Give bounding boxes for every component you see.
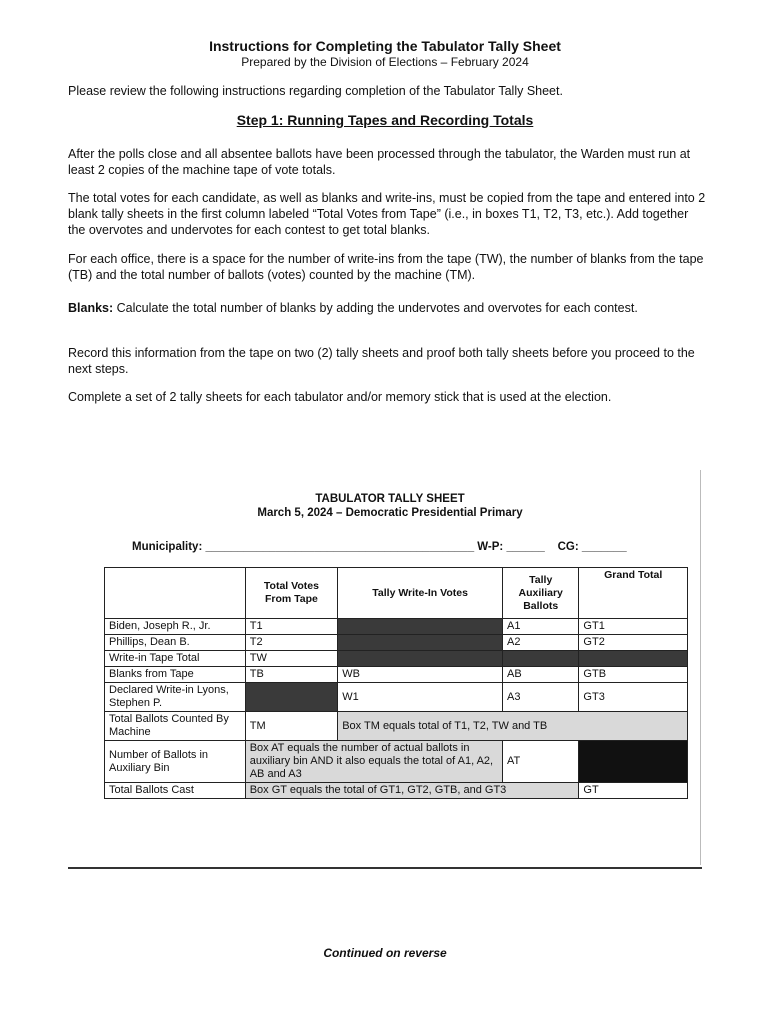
document-title: Instructions for Completing the Tabulator Tally Sheet — [209, 38, 561, 54]
step1-paragraph-blanks — [68, 300, 708, 316]
intro-paragraph: Please review the following instructions regarding completion of the Tabulator Tally Sheet. — [68, 84, 563, 98]
cell-tm[interactable]: TM — [245, 712, 337, 741]
cell-t2[interactable]: T2 — [245, 635, 337, 651]
cell-ab[interactable]: AB — [503, 667, 579, 683]
row-label: Biden, Joseph R., Jr. — [105, 619, 246, 635]
cell-shaded — [503, 651, 579, 667]
step1-heading: Step 1: Running Tapes and Recording Totals — [236, 112, 534, 128]
cell-a3[interactable]: A3 — [503, 683, 579, 712]
row-label: Total Ballots Counted By Machine — [105, 712, 246, 741]
cell-gt3[interactable]: GT3 — [579, 683, 688, 712]
cell-at[interactable]: AT — [503, 741, 579, 783]
tally-table — [104, 567, 688, 799]
cell-shaded — [338, 651, 503, 667]
cell-wb[interactable]: WB — [338, 667, 503, 683]
table-row — [105, 651, 688, 667]
header-grand-total: Grand Total — [579, 568, 688, 619]
blanks-text: Calculate the total number of blanks by adding the undervotes and overvotes for each contest. — [116, 301, 638, 315]
sheet-right-border — [700, 470, 701, 865]
row-label: Total Ballots Cast — [105, 783, 246, 799]
row-label: Number of Ballots in Auxiliary Bin — [105, 741, 246, 783]
header-total-votes: Total Votes From Tape — [245, 568, 337, 619]
step1-paragraph-1: After the polls close and all absentee ballots have been processed through the tabulator, the Warden must run at least 2 copies of the machine tape of vote totals. — [68, 147, 691, 177]
table-row — [105, 635, 688, 651]
tally-sheet-heading: TABULATOR TALLY SHEET — [315, 493, 465, 505]
cell-shaded — [338, 635, 503, 651]
document-subtitle: Prepared by the Division of Elections – February 2024 — [241, 55, 529, 69]
step1-paragraph-2: The total votes for each candidate, as well as blanks and write-ins, must be copied from the tape and entered into 2 blank tally sheets in the first column labeled “Total Votes from Tape” (i.e., in boxes T1, T2, T3, etc.). Add together the overvotes and undervotes for each contest to get total blanks. — [68, 191, 706, 237]
row-label: Blanks from Tape — [105, 667, 246, 683]
step1-paragraph-3: For each office, there is a space for the number of write-ins from the tape (TW), the number of blanks from the tape (TB) and the total number of ballots (votes) counted by the machine (TM). — [68, 252, 704, 282]
row-label: Declared Write-in Lyons, Stephen P. — [105, 683, 246, 712]
cell-gt1[interactable]: GT1 — [579, 619, 688, 635]
note-tm: Box TM equals total of T1, T2, TW and TB — [338, 712, 688, 741]
header-write-in: Tally Write-In Votes — [338, 568, 503, 619]
blanks-label: Blanks: — [68, 301, 114, 315]
row-label: Phillips, Dean B. — [105, 635, 246, 651]
continued-note: Continued on reverse — [323, 946, 447, 960]
cell-gt[interactable]: GT — [579, 783, 688, 799]
cell-w1[interactable]: W1 — [338, 683, 503, 712]
note-at: Box AT equals the number of actual ballots in auxiliary bin AND it also equals the total of A1, A2, AB and A3 — [245, 741, 502, 783]
row-label: Write-in Tape Total — [105, 651, 246, 667]
table-header-row — [105, 568, 688, 619]
table-row — [105, 783, 688, 799]
header-blank — [105, 568, 246, 619]
cell-shaded — [579, 651, 688, 667]
section-divider — [68, 867, 702, 869]
cell-tb[interactable]: TB — [245, 667, 337, 683]
cell-a2[interactable]: A2 — [503, 635, 579, 651]
cell-t1[interactable]: T1 — [245, 619, 337, 635]
tally-sheet-title — [250, 492, 530, 520]
cell-shaded — [338, 619, 503, 635]
cell-a1[interactable]: A1 — [503, 619, 579, 635]
table-row — [105, 683, 688, 712]
cell-tw[interactable]: TW — [245, 651, 337, 667]
step1-paragraph-6: Complete a set of 2 tally sheets for each tabulator and/or memory stick that is used at the election. — [68, 390, 612, 404]
note-gt: Box GT equals the total of GT1, GT2, GTB, and GT3 — [245, 783, 579, 799]
table-row — [105, 741, 688, 783]
cell-gt2[interactable]: GT2 — [579, 635, 688, 651]
table-row — [105, 619, 688, 635]
cell-gtb[interactable]: GTB — [579, 667, 688, 683]
table-row — [105, 667, 688, 683]
header-auxiliary: Tally Auxiliary Ballots — [503, 568, 579, 619]
municipality-line: Municipality: __________________________________________ W-P: ______ CG: _______ — [132, 541, 627, 553]
cell-shaded — [579, 741, 688, 783]
step1-paragraph-5: Record this information from the tape on two (2) tally sheets and proof both tally sheets before you proceed to the next steps. — [68, 346, 695, 376]
table-row — [105, 712, 688, 741]
cell-shaded — [245, 683, 337, 712]
tally-sheet-subheading: March 5, 2024 – Democratic Presidential Primary — [257, 507, 523, 519]
